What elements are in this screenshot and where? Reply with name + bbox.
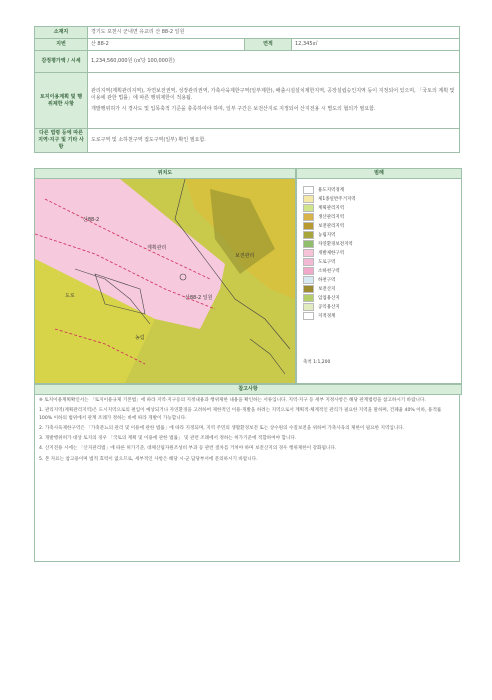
legend-swatch <box>303 294 314 302</box>
legend-swatch <box>303 222 314 230</box>
map-label-3: 보전관리 <box>235 253 255 259</box>
legend-item <box>303 212 461 221</box>
note-paragraph: 5. 본 자료는 참고용이며 법적 효력이 없으므로, 세부적인 사항은 해당 시·군 담당부서에 문의하시기 바랍니다. <box>39 456 258 462</box>
legend-swatch <box>303 231 314 239</box>
legend-swatch <box>303 267 314 275</box>
legend-item <box>303 284 461 293</box>
map-label-6: 산88-2 일원 <box>185 295 213 301</box>
legend-item <box>303 302 461 311</box>
location-value: 경기도 포천시 군내면 유교리 산 88-2 일원 <box>88 27 460 39</box>
legend-item <box>303 275 461 284</box>
note-paragraph: 3. 개발행위허가 대상 토지의 경우 「국토의 계획 및 이용에 관한 법률」 및 관련 조례에서 정하는 허가기준에 적합하여야 합니다. <box>39 436 297 442</box>
map-legend <box>296 178 462 384</box>
note-paragraph: 2. 가축사육제한구역은 「가축분뇨의 관리 및 이용에 관한 법률」에 따라 지정되며, 지역 주민의 생활환경보전 또는 상수원의 수질보전을 위하여 가축사육의 제한이 필요한 지역입니다. <box>39 425 405 431</box>
legend-swatch <box>303 204 314 212</box>
zoning-cell <box>88 73 460 129</box>
legend-label: 제1종일반주거지역 <box>318 196 356 202</box>
document-page <box>30 24 462 562</box>
legend-item <box>303 311 461 320</box>
legend-label: 농림지역 <box>318 232 336 238</box>
legend-swatch <box>303 258 314 266</box>
map-label-1: 산88-2 <box>83 217 100 223</box>
legend-section-title: 범례 <box>296 168 462 179</box>
zoning-text-1: 관리지역(계획관리지역), 자연보전권역, 성장관리권역, 가축사육제한구역(일부제한), 배출시설설치제한지역, 공장설립승인지역 등이 지정되어 있으며, 「국토의 계획 및 이용에 관한 법률」에 따른 행위제한이 적용됨. <box>91 88 455 101</box>
land-info-table <box>34 26 460 153</box>
map-section-title: 위치도 <box>34 168 296 179</box>
legend-swatch <box>303 240 314 248</box>
legend-item <box>303 266 461 275</box>
legend-label: 지적경계 <box>318 313 336 319</box>
parcel-label: 지번 <box>35 39 88 51</box>
map-label-2: 계획관리 <box>147 245 167 251</box>
legend-label: 소하천구역 <box>318 268 340 274</box>
legend-item <box>303 257 461 266</box>
legend-item <box>303 248 461 257</box>
legend-swatch <box>303 195 314 203</box>
location-label: 소재지 <box>35 27 88 39</box>
legend-label: 계획관리지역 <box>318 205 345 211</box>
legend-swatch <box>303 249 314 257</box>
legend-label: 개발제한구역 <box>318 250 345 256</box>
legend-item <box>303 230 461 239</box>
notes-panel <box>34 394 460 562</box>
legend-label: 임업용산지 <box>318 295 340 301</box>
note-paragraph: 1. 관리지역(계획관리지역)은 도시지역으로의 편입이 예상되거나 자연환경을 고려하여 제한적인 이용·개발을 하려는 지역으로서 계획적·체계적인 관리가 필요한 지역을 말하며, 건폐율 40% 이하, 용적률 100% 이하의 범위에서 관계 조례가 정하는 바에 따라 개발이 가능합니다. <box>39 408 442 421</box>
legend-swatch <box>303 213 314 221</box>
legend-item <box>303 203 461 212</box>
legend-swatch <box>303 276 314 284</box>
parcel-value: 산 88-2 <box>88 39 245 51</box>
area-value: 12,345㎡ <box>292 39 460 51</box>
other-value: 도로구역 및 소하천구역 접도구역(일부) 확인 필요함. <box>88 129 460 153</box>
legend-label: 공익용산지 <box>318 304 340 310</box>
notes-section-title: 참고사항 <box>34 384 462 395</box>
legend-list <box>297 185 461 320</box>
area-label: 면적 <box>245 39 292 51</box>
other-label: 다른 법령 등에 따른 지역·지구 및 기타 사항 <box>35 129 88 153</box>
legend-label: 보전관리지역 <box>318 223 345 229</box>
note-paragraph: ※ 토지이용계획확인서는 「토지이용규제 기본법」에 따라 지역·지구등의 지정내용과 행위제한 내용을 확인하는 서류입니다. 지역·지구 등 세부 지정사항은 해당 관계법령을 참고하시기 바랍니다. <box>39 398 426 403</box>
legend-label: 자연환경보전지역 <box>318 241 353 247</box>
legend-label: 하천구역 <box>318 277 336 283</box>
legend-swatch <box>303 186 314 194</box>
note-paragraph: 4. 산지전용 시에는 「산지관리법」에 따른 허가기준, 대체산림자원조성비 부과 등 관련 절차를 거쳐야 하며 보전산지의 경우 행위제한이 강화됩니다. <box>39 446 337 452</box>
zoning-text-2: 개발행위허가 시 경사도 및 입목축적 기준을 충족하여야 하며, 일부 구간은 보전산지로 지정되어 산지전용 시 별도의 협의가 필요함. <box>91 106 376 112</box>
legend-label: 도로구역 <box>318 259 336 265</box>
legend-item <box>303 185 461 194</box>
legend-item <box>303 293 461 302</box>
legend-item <box>303 239 461 248</box>
legend-label: 생산관리지역 <box>318 214 345 220</box>
map-label-4: 농림 <box>135 335 145 341</box>
zoning-map-graphic <box>35 179 295 383</box>
valuation-value: 1,234,560,000원 (㎡당 100,000원) <box>88 51 460 73</box>
map-label-5: 도로 <box>65 293 75 299</box>
legend-swatch <box>303 285 314 293</box>
legend-swatch <box>303 312 314 320</box>
zoning-map <box>34 178 296 384</box>
zoning-label: 토지이용계획 및 행위제한 사항 <box>35 73 88 129</box>
map-scale: 축척 1:1,200 <box>303 360 331 365</box>
valuation-label: 감정평가액 / 시세 <box>35 51 88 73</box>
legend-item <box>303 221 461 230</box>
legend-label: 보전산지 <box>318 286 336 292</box>
legend-item <box>303 194 461 203</box>
legend-swatch <box>303 303 314 311</box>
legend-label: 용도지역경계 <box>318 187 345 193</box>
